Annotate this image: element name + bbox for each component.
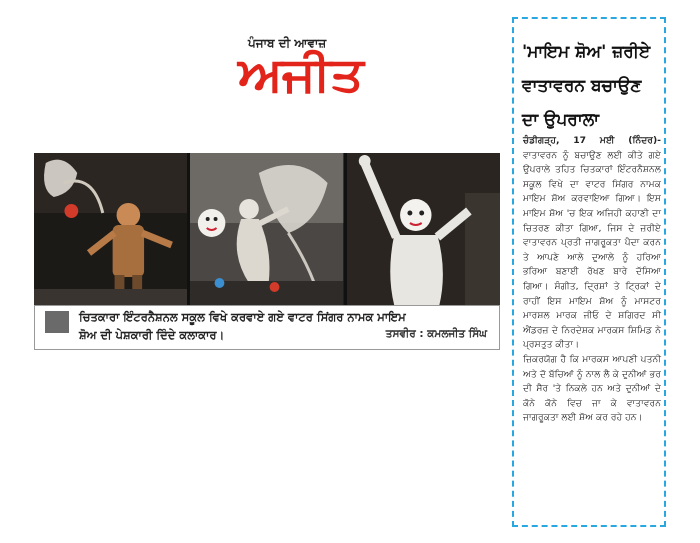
masthead	[238, 36, 488, 108]
caption-marker-icon	[45, 311, 69, 333]
article-body	[523, 134, 661, 426]
mime-performer-white-mask-photo	[347, 153, 500, 305]
news-article	[512, 17, 666, 527]
photo-strip	[34, 153, 500, 305]
masthead-tagline: ਪੰਜਾਬ ਦੀ ਆਵਾਜ਼	[248, 36, 327, 50]
mime-performer-with-mask-photo	[34, 153, 187, 305]
article-paragraph-2: ਜ਼ਿਕਰਯੋਗ ਹੈ ਕਿ ਮਾਰਕਸ ਆਪਣੀ ਪਤਨੀ ਅਤੇ ਦੋ ਬੱਚਿਆਂ ਨੂੰ ਨਾਲ ਲੈ ਕੇ ਦੁਨੀਆਂ ਭਰ ਦੀ ਸੈਰ 'ਤੇ ਨਿਕਲੇ ਹਨ ਅਤੇ ਦੁਨੀਆਂ ਦੇ ਕੋਨੇ ਕੋਨੇ ਵਿਚ ਜਾ ਕੇ ਵਾਤਾਵਰਨ ਜਾਗਰੂਕਤਾ ਲਈ ਸ਼ੋਅ ਕਰ ਰਹੇ ਹਨ।	[523, 353, 661, 424]
article-dateline: ਚੰਡੀਗੜ੍ਹ, 17 ਮਈ (ਨਿੰਦਰ)-	[523, 135, 661, 146]
caption-line-2: ਸ਼ੋਅ ਦੀ ਪੇਸ਼ਕਾਰੀ ਦਿੰਦੇ ਕਲਾਕਾਰ।	[79, 328, 225, 342]
caption-line-1: ਚਿਤਕਾਰਾ ਇੰਟਰਨੈਸ਼ਨਲ ਸਕੂਲ ਵਿਖੇ ਕਰਵਾਏ ਗਏ ਵਾਟਰ ਸਿਂਗਰ ਨਾਮਕ ਮਾਇਮ	[79, 310, 406, 324]
photo-credit: ਤਸਵੀਰ : ਕਮਲਜੀਤ ਸਿੰਘ	[385, 328, 487, 340]
article-paragraph-1: ਵਾਤਾਵਰਨ ਨੂੰ ਬਚਾਉਣ ਲਈ ਕੀਤੇ ਗਏ ਉਪਰਾਲੇ ਤਹਿਤ ਚਿਤਕਾਰਾਂ ਇੰਟਰਨੈਸ਼ਨਲ ਸਕੂਲ ਵਿਖੇ ਦਾ ਵਾਟਰ ਸਿਂਗਰ ਨਾਮਕ ਮਾਇਮ ਸ਼ੋਅ ਕਰਵਾਇਆ ਗਿਆ। ਇਸ ਮਾਇਮ ਸ਼ੋਅ 'ਚ ਇਕ ਅਜਿਹੀ ਕਹਾਣੀ ਦਾ ਚਿਤਰਣ ਕੀਤਾ ਗਿਆ, ਜਿਸ ਦੇ ਜ਼ਰੀਏ ਵਾਤਾਵਰਨ ਪ੍ਰਤੀ ਜਾਗਰੂਕਤਾ ਪੈਦਾ ਕਰਨ ਤੇ ਆਪਣੇ ਆਲੇ ਦੁਆਲੇ ਨੂੰ ਹਰਿਆ ਭਰਿਆ ਬਣਾਈ ਰੱਖਣ ਬਾਰੇ ਦੱਸਿਆ ਗਿਆ। ਸੰਗੀਤ, ਦ੍ਰਿਸ਼ਾਂ ਤੇ ਟ੍ਰਿਕਾਂ ਦੇ ਰਾਹੀਂ ਇਸ ਮਾਇਮ ਸ਼ੋਅ ਨੂੰ ਮਾਸਟਰ ਮਾਰਸ਼ਲ ਮਾਰਕ ਜੀਓ ਦੇ ਸ਼ਗਿਰਦ ਸੀ ਐਂਡਰਜ਼ ਦੇ ਨਿਰਦੇਸ਼ਕ ਮਾਰਕਸ ਸ਼ਿਮਿਡ ਨੇ ਪ੍ਰਸਤੁਤ ਕੀਤਾ।	[523, 149, 661, 351]
photo-caption	[34, 305, 500, 350]
mime-performers-with-props-photo	[190, 153, 343, 305]
newspaper-logo: ਅਜੀਤ	[238, 48, 363, 103]
article-headline: 'ਮਾਇਮ ਸ਼ੋਅ' ਜ਼ਰੀਏ ਵਾਤਾਵਰਨ ਬਚਾਉਣ ਦਾ ਉਪਰਾਲਾ	[522, 42, 651, 130]
